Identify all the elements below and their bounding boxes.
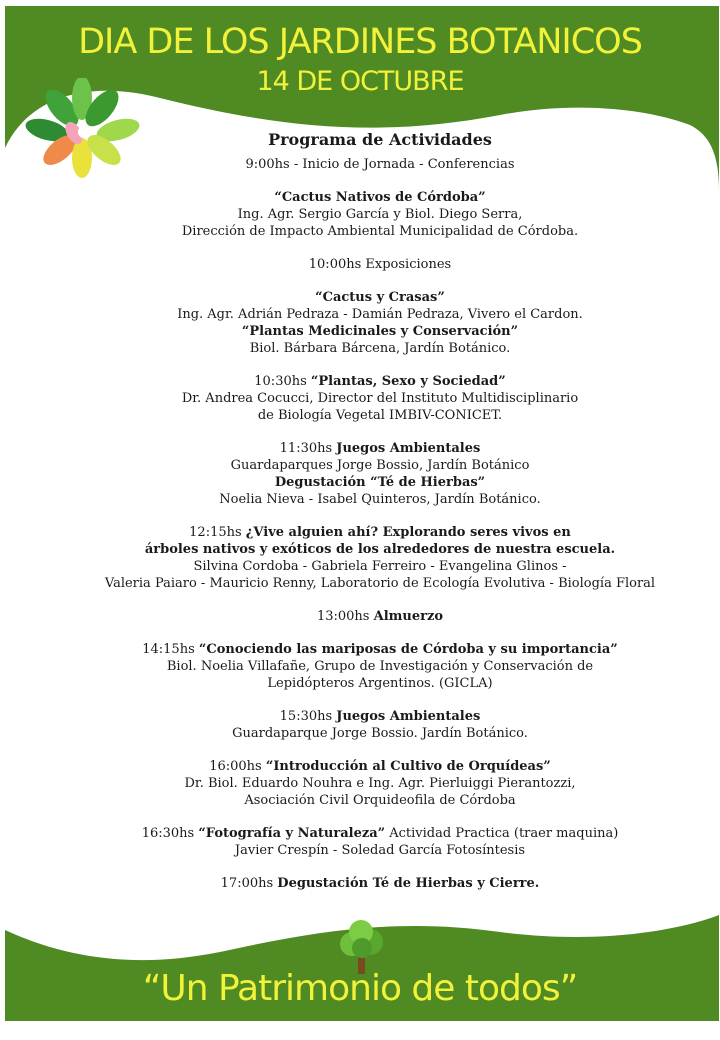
item-line: Biol. Noelia Villafañe, Grupo de Investigación y Conservación de (166, 659, 594, 674)
item-time-line (40, 708, 720, 725)
program-content (40, 130, 720, 892)
item-line: Guardaparques Jorge Bossio, Jardín Botánico (230, 458, 530, 473)
item-time-line (40, 373, 720, 390)
item-line: Lepidópteros Argentinos. (GICLA) (267, 676, 493, 691)
item-line: Dr. Biol. Eduardo Nouhra e Ing. Agr. Pierluiggi Pierantozzi, (184, 776, 576, 791)
item-title: Almuerzo (373, 609, 444, 624)
item-line: Noelia Nieva - Isabel Quinteros, Jardín Botánico. (219, 492, 541, 507)
item-title: “Fotografía y Naturaleza” (198, 826, 386, 841)
item-title: “Plantas Medicinales y Conservación” (241, 324, 519, 339)
item-title: “Cactus y Crasas” (315, 290, 445, 305)
item-time-line (40, 524, 720, 541)
item-title: Degustación Té de Hierbas y Cierre. (277, 876, 540, 891)
item-line: Asociación Civil Orquideofila de Córdoba (244, 793, 516, 808)
item-line: 9:00hs - Inicio de Jornada - Conferencias (245, 157, 515, 172)
item-title: “Introducción al Cultivo de Orquídeas” (265, 759, 551, 774)
item-time: 16:30hs (141, 826, 199, 841)
poster-title: DIA DE LOS JARDINES BOTANICOS (78, 22, 642, 62)
item-title: Juegos Ambientales (336, 709, 481, 724)
item-time: 11:30hs (279, 441, 337, 456)
item-time: 13:00hs (316, 609, 374, 624)
item-line: Javier Crespín - Soledad García Fotosíntesis (234, 843, 526, 858)
item-time: 14:15hs (142, 642, 199, 657)
item-line: de Biología Vegetal IMBIV-CONICET. (257, 408, 503, 423)
item-line: Dirección de Impacto Ambiental Municipalidad de Córdoba. (181, 224, 579, 239)
program-heading: Programa de Actividades (268, 130, 492, 149)
item-title: Degustación “Té de Hierbas” (274, 475, 486, 490)
item-time-line (40, 608, 720, 625)
item-line: Ing. Agr. Adrián Pedraza - Damián Pedraza, Vivero el Cardon. (177, 307, 583, 322)
item-time: 15:30hs (279, 709, 337, 724)
item-time: 12:15hs (189, 525, 246, 540)
item-time: 10:30hs (254, 374, 311, 389)
item-title: Juegos Ambientales (336, 441, 481, 456)
item-time-line (40, 440, 720, 457)
item-time: 16:00hs (209, 759, 266, 774)
item-time-line (40, 758, 720, 775)
item-time-line (40, 641, 720, 658)
item-title: “Cactus Nativos de Córdoba” (274, 190, 486, 205)
item-line: Ing. Agr. Sergio García y Biol. Diego Serra, (237, 207, 523, 222)
item-line: Guardaparque Jorge Bossio. Jardín Botánico. (232, 726, 528, 741)
poster-date: 14 DE OCTUBRE (256, 66, 464, 97)
item-line: Biol. Bárbara Bárcena, Jardín Botánico. (249, 341, 511, 356)
item-time-line (40, 875, 720, 892)
item-time-line (40, 825, 720, 842)
item-time: 17:00hs (220, 876, 278, 891)
item-title: “Conociendo las mariposas de Córdoba y su importancia” (198, 642, 618, 657)
item-line: Dr. Andrea Cocucci, Director del Instituto Multidisciplinario (181, 391, 579, 406)
item-title: “Plantas, Sexo y Sociedad” (310, 374, 506, 389)
item-note: Actividad Practica (traer maquina) (385, 826, 619, 841)
item-line: 10:00hs Exposiciones (308, 257, 452, 272)
item-title: ¿Vive alguien ahí? Explorando seres vivos en (245, 525, 571, 540)
item-line: Valeria Paiaro - Mauricio Renny, Laboratorio de Ecología Evolutiva - Biología Floral (104, 576, 656, 591)
item-line: Silvina Cordoba - Gabriela Ferreiro - Evangelina Glinos - (193, 559, 567, 574)
footer-slogan: “Un Patrimonio de todos” (142, 968, 578, 1009)
item-title: árboles nativos y exóticos de los alrededores de nuestra escuela. (144, 542, 616, 557)
